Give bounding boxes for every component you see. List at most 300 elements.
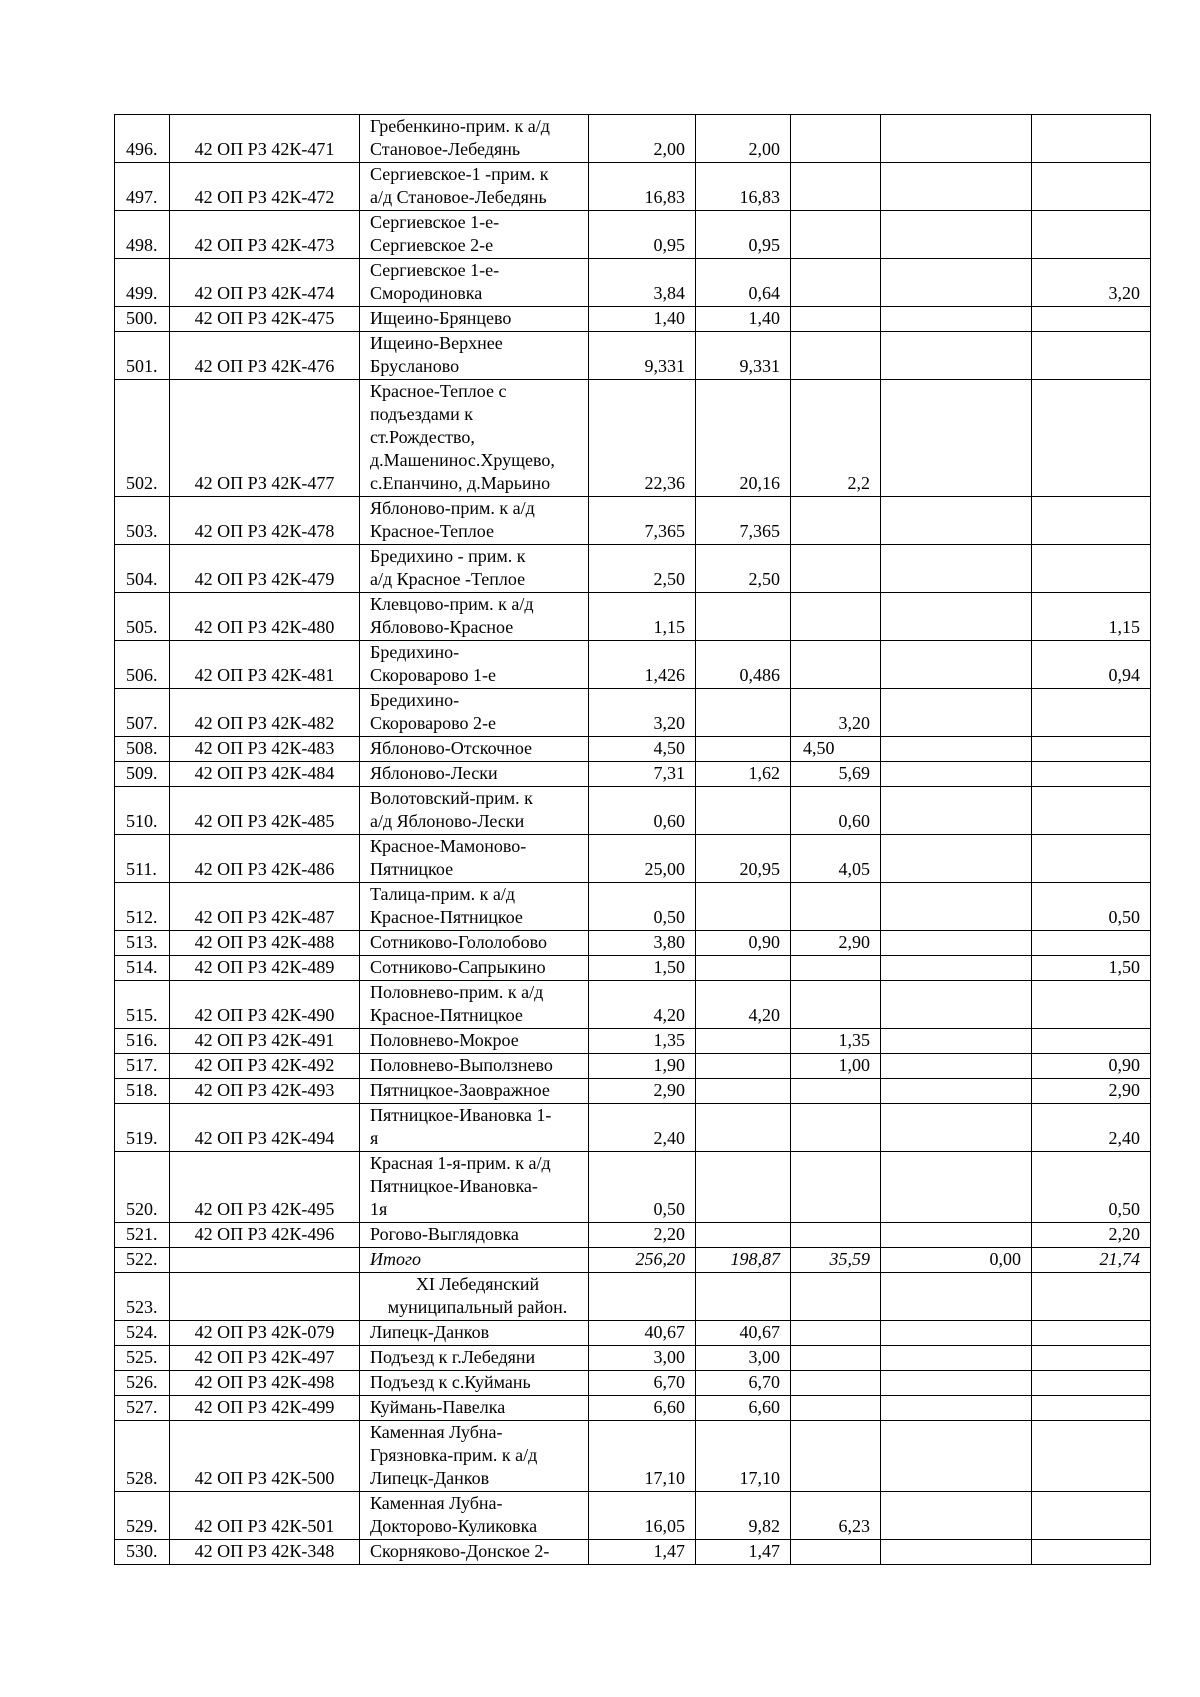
length-col7-cell	[881, 497, 1032, 545]
table-row	[115, 1152, 1151, 1223]
row-number-cell: 521.	[115, 1223, 170, 1248]
length-col7-cell	[881, 931, 1032, 956]
table-row	[115, 981, 1151, 1029]
length-col8-cell	[1032, 1396, 1151, 1421]
table-row	[115, 1223, 1151, 1248]
total-length-cell: 3,84	[589, 259, 696, 307]
total-length-cell: 7,365	[589, 497, 696, 545]
row-number-cell: 506.	[115, 641, 170, 689]
road-name-cell: Пятницкое-Заовражное	[360, 1079, 589, 1104]
total-length-cell	[589, 1273, 696, 1321]
row-number-cell: 507.	[115, 689, 170, 737]
table-row	[115, 1396, 1151, 1421]
total-length-cell: 17,10	[589, 1421, 696, 1492]
length-col7-cell	[881, 689, 1032, 737]
road-code-cell: 42 ОП РЗ 42К-491	[170, 1029, 360, 1054]
table-row	[115, 883, 1151, 931]
length-col8-cell: 0,94	[1032, 641, 1151, 689]
road-name-cell: XI Лебедянский муниципальный район.	[360, 1273, 589, 1321]
length-col7-cell	[881, 332, 1032, 380]
total-length-cell: 4,20	[589, 981, 696, 1029]
length-col5-cell: 17,10	[696, 1421, 791, 1492]
total-length-cell: 1,15	[589, 593, 696, 641]
length-col8-cell	[1032, 931, 1151, 956]
row-number-cell: 498.	[115, 211, 170, 259]
table-row	[115, 307, 1151, 332]
total-length-cell: 2,40	[589, 1104, 696, 1152]
total-length-cell: 6,70	[589, 1371, 696, 1396]
table-row	[115, 737, 1151, 762]
row-number-cell: 499.	[115, 259, 170, 307]
length-col7-cell	[881, 1540, 1032, 1565]
row-number-cell: 496.	[115, 115, 170, 163]
road-code-cell: 42 ОП РЗ 42К-477	[170, 380, 360, 497]
length-col5-cell: 3,00	[696, 1346, 791, 1371]
length-col6-cell: 3,20	[791, 689, 881, 737]
total-length-cell: 3,00	[589, 1346, 696, 1371]
row-number-cell: 512.	[115, 883, 170, 931]
length-col8-cell: 0,50	[1032, 1152, 1151, 1223]
road-code-cell: 42 ОП РЗ 42К-498	[170, 1371, 360, 1396]
length-col7-cell	[881, 1371, 1032, 1396]
row-number-cell: 526.	[115, 1371, 170, 1396]
length-col7-cell	[881, 737, 1032, 762]
row-number-cell: 522.	[115, 1248, 170, 1273]
length-col5-cell	[696, 689, 791, 737]
row-number-cell: 520.	[115, 1152, 170, 1223]
length-col6-cell	[791, 211, 881, 259]
length-col6-cell	[791, 1321, 881, 1346]
total-length-cell: 22,36	[589, 380, 696, 497]
length-col8-cell: 2,90	[1032, 1079, 1151, 1104]
row-number-cell: 516.	[115, 1029, 170, 1054]
length-col6-cell	[791, 545, 881, 593]
table-row	[115, 956, 1151, 981]
road-name-cell: Половнево-прим. к а/д Красное-Пятницкое	[360, 981, 589, 1029]
road-code-cell: 42 ОП РЗ 42К-474	[170, 259, 360, 307]
table-row	[115, 1079, 1151, 1104]
length-col5-cell: 1,40	[696, 307, 791, 332]
length-col7-cell: 0,00	[881, 1248, 1032, 1273]
length-col6-cell	[791, 307, 881, 332]
road-code-cell: 42 ОП РЗ 42К-494	[170, 1104, 360, 1152]
length-col7-cell	[881, 115, 1032, 163]
table-row	[115, 163, 1151, 211]
table-body	[115, 115, 1151, 1565]
length-col8-cell	[1032, 1346, 1151, 1371]
length-col8-cell	[1032, 332, 1151, 380]
length-col6-cell	[791, 1421, 881, 1492]
total-length-cell: 256,20	[589, 1248, 696, 1273]
length-col6-cell	[791, 883, 881, 931]
row-number-cell: 508.	[115, 737, 170, 762]
road-code-cell: 42 ОП РЗ 42К-472	[170, 163, 360, 211]
row-number-cell: 500.	[115, 307, 170, 332]
length-col7-cell	[881, 545, 1032, 593]
length-col7-cell	[881, 1223, 1032, 1248]
table-row	[115, 211, 1151, 259]
road-name-cell: Волотовский-прим. к а/д Яблоново-Лески	[360, 787, 589, 835]
length-col8-cell	[1032, 497, 1151, 545]
length-col5-cell: 2,00	[696, 115, 791, 163]
length-col7-cell	[881, 981, 1032, 1029]
table-row	[115, 835, 1151, 883]
length-col6-cell	[791, 1396, 881, 1421]
length-col6-cell	[791, 1223, 881, 1248]
total-length-cell: 16,83	[589, 163, 696, 211]
total-length-cell: 0,95	[589, 211, 696, 259]
length-col7-cell	[881, 1029, 1032, 1054]
length-col5-cell: 7,365	[696, 497, 791, 545]
road-name-cell: Сотниково-Гололобово	[360, 931, 589, 956]
road-code-cell: 42 ОП РЗ 42К-493	[170, 1079, 360, 1104]
length-col7-cell	[881, 1321, 1032, 1346]
road-name-cell: Каменная Лубна- Докторово-Куликовка	[360, 1492, 589, 1540]
row-number-cell: 515.	[115, 981, 170, 1029]
length-col8-cell: 0,50	[1032, 883, 1151, 931]
row-number-cell: 509.	[115, 762, 170, 787]
length-col6-cell: 4,50	[791, 737, 881, 762]
length-col7-cell	[881, 956, 1032, 981]
road-name-cell: Яблоново-прим. к а/д Красное-Теплое	[360, 497, 589, 545]
total-length-cell: 1,40	[589, 307, 696, 332]
length-col8-cell	[1032, 689, 1151, 737]
length-col7-cell	[881, 259, 1032, 307]
row-number-cell: 518.	[115, 1079, 170, 1104]
length-col8-cell	[1032, 545, 1151, 593]
road-name-cell: Яблоново-Отскочное	[360, 737, 589, 762]
length-col5-cell	[696, 1152, 791, 1223]
length-col6-cell	[791, 332, 881, 380]
road-code-cell: 42 ОП РЗ 42К-479	[170, 545, 360, 593]
row-number-cell: 504.	[115, 545, 170, 593]
length-col6-cell	[791, 259, 881, 307]
length-col8-cell	[1032, 1029, 1151, 1054]
row-number-cell: 530.	[115, 1540, 170, 1565]
roads-table	[114, 114, 1151, 1565]
length-col6-cell: 5,69	[791, 762, 881, 787]
road-name-cell: Половнево-Выползнево	[360, 1054, 589, 1079]
total-length-cell: 2,00	[589, 115, 696, 163]
road-code-cell: 42 ОП РЗ 42К-486	[170, 835, 360, 883]
length-col7-cell	[881, 787, 1032, 835]
length-col5-cell	[696, 593, 791, 641]
row-number-cell: 525.	[115, 1346, 170, 1371]
total-length-cell: 1,35	[589, 1029, 696, 1054]
length-col6-cell: 1,00	[791, 1054, 881, 1079]
length-col8-cell	[1032, 1421, 1151, 1492]
row-number-cell: 501.	[115, 332, 170, 380]
road-code-cell: 42 ОП РЗ 42К-348	[170, 1540, 360, 1565]
table-row	[115, 593, 1151, 641]
length-col6-cell	[791, 1273, 881, 1321]
length-col8-cell	[1032, 380, 1151, 497]
total-length-cell: 40,67	[589, 1321, 696, 1346]
total-length-cell: 4,50	[589, 737, 696, 762]
length-col8-cell: 3,20	[1032, 259, 1151, 307]
length-col8-cell	[1032, 1540, 1151, 1565]
length-col8-cell	[1032, 163, 1151, 211]
length-col6-cell	[791, 1540, 881, 1565]
table-row	[115, 787, 1151, 835]
total-length-cell: 2,50	[589, 545, 696, 593]
length-col8-cell	[1032, 762, 1151, 787]
length-col8-cell: 21,74	[1032, 1248, 1151, 1273]
length-col8-cell: 0,90	[1032, 1054, 1151, 1079]
document-page	[114, 114, 1150, 1565]
table-row	[115, 332, 1151, 380]
length-col6-cell: 4,05	[791, 835, 881, 883]
road-name-cell: Каменная Лубна- Грязновка-прим. к а/д Липецк-Данков	[360, 1421, 589, 1492]
total-length-cell: 0,60	[589, 787, 696, 835]
length-col5-cell	[696, 737, 791, 762]
road-name-cell: Гребенкино-прим. к а/д Становое-Лебедянь	[360, 115, 589, 163]
length-col7-cell	[881, 1396, 1032, 1421]
length-col5-cell: 9,331	[696, 332, 791, 380]
length-col8-cell: 1,50	[1032, 956, 1151, 981]
road-code-cell: 42 ОП РЗ 42К-475	[170, 307, 360, 332]
road-name-cell: Итого	[360, 1248, 589, 1273]
road-code-cell: 42 ОП РЗ 42К-079	[170, 1321, 360, 1346]
length-col7-cell	[881, 307, 1032, 332]
road-code-cell: 42 ОП РЗ 42К-485	[170, 787, 360, 835]
row-number-cell: 523.	[115, 1273, 170, 1321]
length-col5-cell: 9,82	[696, 1492, 791, 1540]
road-name-cell: Сергиевское 1-е- Сергиевское 2-е	[360, 211, 589, 259]
length-col7-cell	[881, 1104, 1032, 1152]
table-row	[115, 1273, 1151, 1321]
row-number-cell: 497.	[115, 163, 170, 211]
road-name-cell: Сотниково-Сапрыкино	[360, 956, 589, 981]
road-name-cell: Сергиевское 1-е- Смородиновка	[360, 259, 589, 307]
road-name-cell: Красное-Теплое с подъездами к ст.Рождество, д.Машенинос.Хрущево, с.Епанчино, д.Марьино	[360, 380, 589, 497]
table-row	[115, 380, 1151, 497]
length-col5-cell: 198,87	[696, 1248, 791, 1273]
length-col5-cell: 0,64	[696, 259, 791, 307]
length-col6-cell: 35,59	[791, 1248, 881, 1273]
road-name-cell: Бредихино - прим. к а/д Красное -Теплое	[360, 545, 589, 593]
length-col8-cell	[1032, 981, 1151, 1029]
road-code-cell: 42 ОП РЗ 42К-487	[170, 883, 360, 931]
length-col8-cell	[1032, 1273, 1151, 1321]
road-name-cell: Скорняково-Донское 2-	[360, 1540, 589, 1565]
row-number-cell: 511.	[115, 835, 170, 883]
road-code-cell: 42 ОП РЗ 42К-483	[170, 737, 360, 762]
road-code-cell: 42 ОП РЗ 42К-500	[170, 1421, 360, 1492]
length-col6-cell	[791, 981, 881, 1029]
total-length-cell: 3,20	[589, 689, 696, 737]
length-col6-cell	[791, 641, 881, 689]
road-code-cell: 42 ОП РЗ 42К-481	[170, 641, 360, 689]
length-col7-cell	[881, 1273, 1032, 1321]
length-col5-cell	[696, 787, 791, 835]
length-col5-cell	[696, 1223, 791, 1248]
table-row	[115, 497, 1151, 545]
length-col8-cell: 1,15	[1032, 593, 1151, 641]
length-col7-cell	[881, 1054, 1032, 1079]
length-col8-cell	[1032, 115, 1151, 163]
length-col6-cell	[791, 1371, 881, 1396]
length-col5-cell: 0,486	[696, 641, 791, 689]
total-length-cell: 6,60	[589, 1396, 696, 1421]
total-length-cell: 1,426	[589, 641, 696, 689]
road-code-cell: 42 ОП РЗ 42К-489	[170, 956, 360, 981]
table-row	[115, 1054, 1151, 1079]
length-col5-cell: 4,20	[696, 981, 791, 1029]
length-col5-cell	[696, 1104, 791, 1152]
table-row	[115, 1029, 1151, 1054]
length-col5-cell: 16,83	[696, 163, 791, 211]
length-col7-cell	[881, 762, 1032, 787]
total-length-cell: 2,20	[589, 1223, 696, 1248]
length-col7-cell	[881, 1421, 1032, 1492]
length-col5-cell	[696, 1054, 791, 1079]
table-row	[115, 115, 1151, 163]
length-col8-cell	[1032, 835, 1151, 883]
total-length-cell: 0,50	[589, 883, 696, 931]
length-col5-cell	[696, 956, 791, 981]
length-col6-cell	[791, 115, 881, 163]
length-col5-cell: 0,95	[696, 211, 791, 259]
length-col8-cell	[1032, 1492, 1151, 1540]
table-row	[115, 1421, 1151, 1492]
road-code-cell: 42 ОП РЗ 42К-476	[170, 332, 360, 380]
road-code-cell: 42 ОП РЗ 42К-482	[170, 689, 360, 737]
road-name-cell: Подъезд к с.Куймань	[360, 1371, 589, 1396]
length-col7-cell	[881, 835, 1032, 883]
length-col7-cell	[881, 593, 1032, 641]
row-number-cell: 513.	[115, 931, 170, 956]
length-col6-cell	[791, 497, 881, 545]
road-name-cell: Бредихино- Скороварово 1-е	[360, 641, 589, 689]
total-length-cell: 7,31	[589, 762, 696, 787]
road-code-cell: 42 ОП РЗ 42К-499	[170, 1396, 360, 1421]
length-col6-cell: 2,90	[791, 931, 881, 956]
table-row	[115, 931, 1151, 956]
total-length-cell: 9,331	[589, 332, 696, 380]
length-col5-cell	[696, 1079, 791, 1104]
table-row	[115, 1321, 1151, 1346]
road-name-cell: Куймань-Павелка	[360, 1396, 589, 1421]
length-col7-cell	[881, 1152, 1032, 1223]
row-number-cell: 502.	[115, 380, 170, 497]
length-col5-cell: 1,62	[696, 762, 791, 787]
road-name-cell: Талица-прим. к а/д Красное-Пятницкое	[360, 883, 589, 931]
total-length-cell: 1,90	[589, 1054, 696, 1079]
length-col8-cell	[1032, 737, 1151, 762]
length-col7-cell	[881, 211, 1032, 259]
table-row	[115, 762, 1151, 787]
length-col8-cell: 2,40	[1032, 1104, 1151, 1152]
total-length-cell: 25,00	[589, 835, 696, 883]
total-length-cell: 1,47	[589, 1540, 696, 1565]
table-row	[115, 1104, 1151, 1152]
row-number-cell: 517.	[115, 1054, 170, 1079]
length-col6-cell: 1,35	[791, 1029, 881, 1054]
road-name-cell: Ищеино-Верхнее Брусланово	[360, 332, 589, 380]
row-number-cell: 510.	[115, 787, 170, 835]
road-code-cell	[170, 1248, 360, 1273]
road-code-cell: 42 ОП РЗ 42К-501	[170, 1492, 360, 1540]
length-col5-cell: 20,16	[696, 380, 791, 497]
row-number-cell: 529.	[115, 1492, 170, 1540]
row-number-cell: 528.	[115, 1421, 170, 1492]
total-length-cell: 1,50	[589, 956, 696, 981]
length-col6-cell	[791, 1104, 881, 1152]
length-col7-cell	[881, 1079, 1032, 1104]
length-col5-cell	[696, 883, 791, 931]
road-name-cell: Пятницкое-Ивановка 1- я	[360, 1104, 589, 1152]
total-length-cell: 3,80	[589, 931, 696, 956]
road-code-cell: 42 ОП РЗ 42К-497	[170, 1346, 360, 1371]
length-col8-cell	[1032, 307, 1151, 332]
length-col8-cell: 2,20	[1032, 1223, 1151, 1248]
road-code-cell: 42 ОП РЗ 42К-492	[170, 1054, 360, 1079]
table-row	[115, 259, 1151, 307]
table-row	[115, 1492, 1151, 1540]
length-col6-cell: 2,2	[791, 380, 881, 497]
length-col7-cell	[881, 1492, 1032, 1540]
total-length-cell: 2,90	[589, 1079, 696, 1104]
road-code-cell: 42 ОП РЗ 42К-473	[170, 211, 360, 259]
table-row	[115, 1371, 1151, 1396]
row-number-cell: 519.	[115, 1104, 170, 1152]
table-row	[115, 545, 1151, 593]
length-col6-cell: 6,23	[791, 1492, 881, 1540]
road-code-cell	[170, 1273, 360, 1321]
length-col5-cell: 2,50	[696, 545, 791, 593]
length-col7-cell	[881, 163, 1032, 211]
road-code-cell: 42 ОП РЗ 42К-496	[170, 1223, 360, 1248]
length-col5-cell: 6,60	[696, 1396, 791, 1421]
row-number-cell: 527.	[115, 1396, 170, 1421]
road-name-cell: Яблоново-Лески	[360, 762, 589, 787]
road-code-cell: 42 ОП РЗ 42К-488	[170, 931, 360, 956]
road-name-cell: Рогово-Выглядовка	[360, 1223, 589, 1248]
road-name-cell: Красное-Мамоново- Пятницкое	[360, 835, 589, 883]
road-name-cell: Клевцово-прим. к а/д Ябловово-Красное	[360, 593, 589, 641]
length-col6-cell	[791, 956, 881, 981]
length-col6-cell	[791, 1152, 881, 1223]
total-length-cell: 0,50	[589, 1152, 696, 1223]
length-col8-cell	[1032, 1321, 1151, 1346]
length-col5-cell: 0,90	[696, 931, 791, 956]
length-col7-cell	[881, 883, 1032, 931]
length-col5-cell	[696, 1273, 791, 1321]
row-number-cell: 524.	[115, 1321, 170, 1346]
length-col8-cell	[1032, 211, 1151, 259]
length-col7-cell	[881, 380, 1032, 497]
length-col5-cell	[696, 1029, 791, 1054]
table-row	[115, 641, 1151, 689]
length-col7-cell	[881, 641, 1032, 689]
road-code-cell: 42 ОП РЗ 42К-478	[170, 497, 360, 545]
length-col5-cell: 40,67	[696, 1321, 791, 1346]
road-name-cell: Красная 1-я-прим. к а/д Пятницкое-Ивановка- 1я	[360, 1152, 589, 1223]
road-name-cell: Бредихино- Скороварово 2-е	[360, 689, 589, 737]
length-col5-cell: 6,70	[696, 1371, 791, 1396]
row-number-cell: 503.	[115, 497, 170, 545]
length-col6-cell: 0,60	[791, 787, 881, 835]
road-code-cell: 42 ОП РЗ 42К-480	[170, 593, 360, 641]
table-row	[115, 1540, 1151, 1565]
total-length-cell: 16,05	[589, 1492, 696, 1540]
road-code-cell: 42 ОП РЗ 42К-490	[170, 981, 360, 1029]
length-col7-cell	[881, 1346, 1032, 1371]
table-row	[115, 1346, 1151, 1371]
length-col6-cell	[791, 163, 881, 211]
length-col6-cell	[791, 593, 881, 641]
